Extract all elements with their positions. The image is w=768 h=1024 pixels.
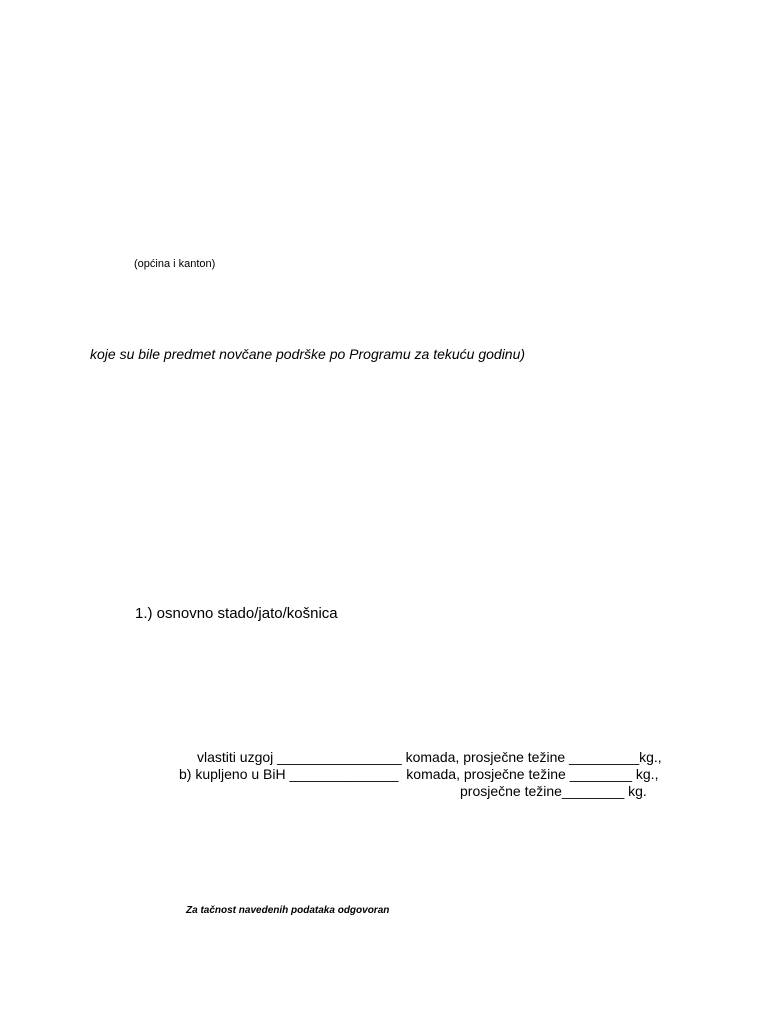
section-title: 1.) osnovno stado/jato/košnica	[135, 605, 338, 622]
municipality-note: (općina i kanton)	[134, 258, 216, 270]
footer-note: Za tačnost navedenih podataka odgovoran	[186, 905, 390, 916]
support-note: koje su bile predmet novčane podrške po Programu za tekuću godinu)	[90, 346, 526, 362]
bought-bih-line: b) kupljeno u BiH ______________ komada, prosječne težine ________ kg.,	[179, 766, 659, 782]
own-breeding-line: vlastiti uzgoj ________________ komada, prosječne težine _________kg.,	[197, 749, 662, 765]
avg-weight-line: prosječne težine________ kg.	[460, 783, 647, 799]
